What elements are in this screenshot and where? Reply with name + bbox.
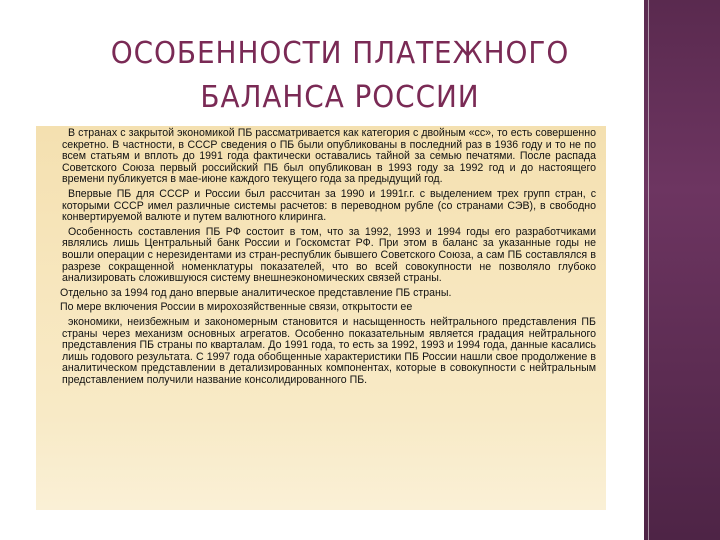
paragraph-4: Отдельно за 1994 год дано впервые аналитическое представление ПБ страны. <box>60 286 452 299</box>
slide-title-line-1: ОСОБЕННОСТИ ПЛАТЕЖНОГО <box>110 36 570 71</box>
paragraph-1: В странах с закрытой экономикой ПБ рассматривается как категория с двойным «сс», то есть совершенно секретно. В частности, в СССР сведения о ПБ были опубликованы в последний раз в 1936 году и то не по всем статьям и вплоть до 1991 года фактически оставались тайной за семью печатями. После распада Советского Союза первый российский ПБ был опубликован в 1993 году за 1992 год и до настоящего времени публикуется в мае-июне каждого текущего года за предыдущий год. <box>62 127 596 186</box>
side-decoration-band <box>638 0 720 540</box>
paragraph-5: По мере включения России в мирохозяйственные связи, открытости ее <box>60 301 413 314</box>
body-text <box>62 128 596 389</box>
slide-title-line-2: БАЛАНСА РОССИИ <box>200 80 480 115</box>
slide-title <box>80 32 601 120</box>
paragraph-6: экономики, неизбежным и закономерным становится и насыщенность нейтрального представления ПБ страны через механизм основных агрегатов. Особенно показательным является градация нейтрального представления ПБ страны по кварталам. До 1991 года, то есть за 1992, 1993 и 1994 года, данные касались лишь годового результата. С 1997 года обобщенные характеристики ПБ России нашли свое продолжение в аналитическом представлении в детализированных компонентах, которые в совокупности с нейтральным представлением получили название консолидированного ПБ. <box>62 315 596 386</box>
paragraph-2: Впервые ПБ для СССР и России был рассчитан за 1990 и 1991г.г. с выделением трех групп стран, с которыми СССР имел различные системы расчетов: в переводном рубле (со странами СЭВ), в свободно конвертируемой валюте и путем валютного клиринга. <box>62 187 596 224</box>
paragraph-3: Особенность составления ПБ РФ состоит в том, что за 1992, 1993 и 1994 годы его разработчиками являлись лишь Центральный банк России и Госкомстат РФ. При этом в баланс за указанные годы не вошли операции с нерезидентами из стран-республик бывшего Советского Союза, а сам ПБ составлялся в разрезе сокращенной номенклатуры показателей, что во всей совокупности не позволяло глубоко анализировать сложившуюся систему внешнеэкономических связей страны. <box>62 225 596 285</box>
